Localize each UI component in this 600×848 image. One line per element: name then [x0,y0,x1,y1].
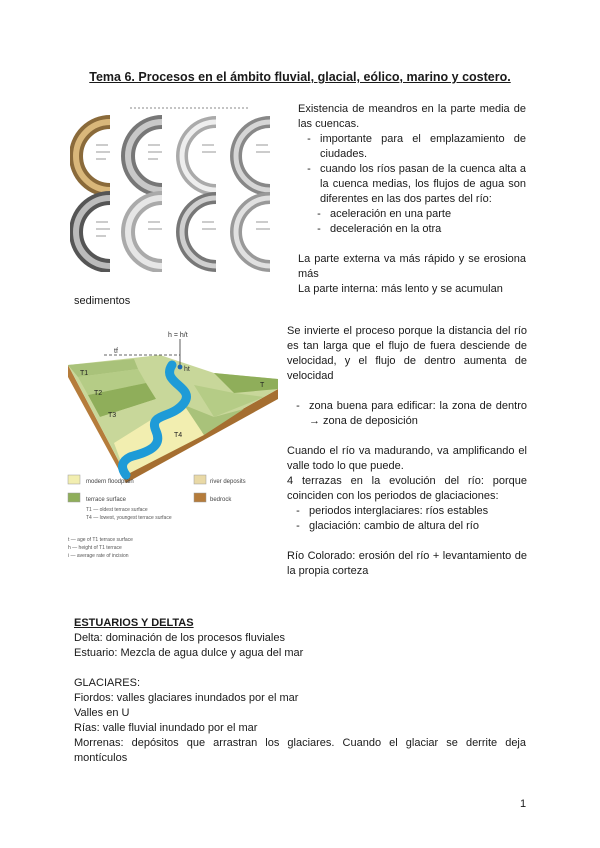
legend-note-3: i — average rate of incision [68,553,129,559]
paragraph-inversion: Se invierte el proceso porque la distancia del río es tan larga que el flujo de fuera desciende de velocidad, y el flujo de dentro aumenta de velocidad [287,325,527,382]
paragraph-rio-colorado: Río Colorado: erosión del río + levantamiento de la propia corteza [287,550,527,577]
page-title: Tema 6. Procesos en el ámbito fluvial, glacial, eólico, marino y costero. [89,70,511,84]
label-t1: T1 [80,370,89,377]
bullet-text: glaciación: cambio de altura del río [309,520,479,532]
list-item [298,132,526,162]
legend-swatch-deposits [194,475,206,484]
bullet-dash: - [317,208,321,220]
bullet-dash: - [296,520,300,532]
label-t4: T4 [174,432,183,439]
meander-evolution-image [70,100,288,272]
label-ht: ht [184,366,190,373]
line-rias: Rías: valle fluvial inundado por el mar [74,722,258,734]
section-meandros [298,102,526,297]
paragraph-parte-externa: La parte externa va más rápido y se erosiona más [298,253,526,280]
bullet-dash: - [296,505,300,517]
bullet-text: deceleración en la otra [330,223,442,235]
legend-swatch-bedrock [194,493,206,502]
label-tf: tf [114,348,118,355]
line-fiordos: Fiordos: valles glaciares inundados por el mar [74,692,299,704]
line-valles-u: Valles en U [74,707,130,719]
bullet-dash: - [317,223,321,235]
bullet-dash: - [307,133,311,145]
paragraph-sedimentos: sedimentos [74,295,131,307]
page-number: 1 [520,798,527,810]
bullet-text: aceleración en una parte [330,208,452,220]
bullet-text: importante para el emplazamiento de ciudades. [320,133,526,160]
paragraph-parte-interna: La parte interna: más lento y se acumulan [298,283,503,295]
paragraph-maduracion: Cuando el río va madurando, va amplificando el valle todo lo que puede. [287,445,527,472]
line-morrenas: Morrenas: depósitos que arrastran los glaciares. Cuando el glaciar se derrite deja montículos [74,737,526,764]
legend-bedrock: bedrock [210,497,232,503]
label-t2: T2 [94,390,103,397]
terrace-diagram [64,325,284,570]
line-delta: Delta: dominación de los procesos fluviales [74,632,285,644]
paragraph-meandros: Existencia de meandros en la parte media de las cuencas. [298,103,526,130]
list-item [287,519,527,534]
legend-deposits: river deposits [210,479,246,485]
list-item [287,504,527,519]
paragraph-terrazas: 4 terrazas en la evolución del río: porque coinciden con los periodos de glaciaciones: [287,475,527,502]
bullet-text: periodos interglaciares: ríos estables [309,505,489,517]
bullet-dash: - [307,163,311,175]
label-t3: T3 [108,412,117,419]
section-estuarios [74,616,526,766]
legend-t1-note: T1 — oldest terrace surface [86,507,148,513]
list-item [287,399,527,429]
label-h: h = h/t [168,332,188,339]
legend-floodplain: modern floodplain [86,479,134,485]
list-item [298,162,526,207]
legend-swatch-terrace [68,493,80,502]
legend-tn-note: T4 — lowest, youngest terrace surface [86,515,172,521]
heading-estuarios-deltas: ESTUARIOS Y DELTAS [74,617,194,629]
legend-note-1: t — age of T1 terrace surface [68,537,133,543]
sub-list-item [298,207,526,222]
section-terrazas [287,324,527,579]
line-estuario: Estuario: Mezcla de agua dulce y agua del mar [74,647,304,659]
bullet-dash: - [296,400,300,412]
river-terrace-image [64,325,284,570]
sub-list-item [298,222,526,237]
label-t-right: T [260,382,265,389]
legend-swatch-floodplain [68,475,80,484]
legend-note-2: h — height of T1 terrace [68,545,122,551]
legend-terrace: terrace surface [86,497,127,503]
bullet-text: cuando los ríos pasan de la cuenca alta a la cuenca medias, los flujos de agua son diferentes en las dos partes del río: [320,163,526,205]
meander-figure [70,100,288,272]
heading-glaciares: GLACIARES: [74,677,141,689]
bullet-text: zona buena para edificar: la zona de dentro → zona de deposición [309,400,527,427]
